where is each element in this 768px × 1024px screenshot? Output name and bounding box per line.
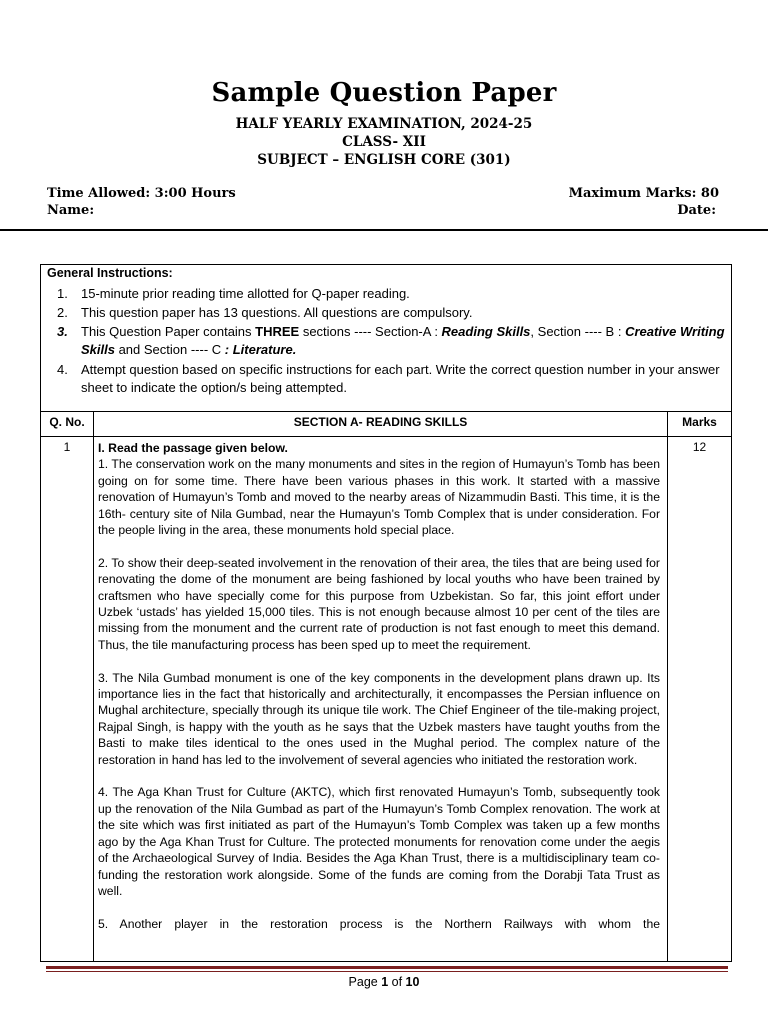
header-row-divider (41, 436, 731, 437)
column-divider (667, 412, 668, 961)
question-table (40, 412, 732, 962)
instructions-heading: General Instructions: (47, 266, 173, 280)
instruction-item (57, 323, 725, 361)
subject-label: SUBJECT – ENGLISH CORE (301) (257, 152, 511, 168)
exam-name: HALF YEARLY EXAMINATION, 2024-25 (235, 116, 533, 132)
section-column-header: SECTION A- READING SKILLS (293, 415, 468, 429)
passage-heading: I. Read the passage given below. (98, 441, 288, 455)
passage-paragraph: 3. The Nila Gumbad monument is one of the key components in the development plans drawn up. Its importance lies in the fact that historically and architecturally, it encompasses the Persian influence on Mughal architecture, specially through its unique tile work. The Chief Engineer of the tile-making project, Rajpal Singh, is happy with the youth as he says that the Uzbek masters have taught youths from the Basti to make tiles identical to the ones used in the Mughal period. The complex nature of the restoration in hand has led to the involvement of several agencies who initiated the restoration work. (98, 670, 660, 767)
marks-column-header: Marks (682, 415, 717, 429)
instruction-text: Attempt question based on specific instructions for each part. Write the correct question number in your answer sheet to indicate the option/s being attempted. (81, 362, 720, 395)
question-marks: 12 (692, 440, 707, 454)
maximum-marks: Maximum Marks: 80 (568, 186, 719, 201)
instruction-number: 1. (57, 286, 68, 301)
passage-paragraph: 4. The Aga Khan Trust for Culture (AKTC), which first renovated Humayun’s Tomb, subsequently took up the renovation of the Nila Gumbad as part of the Humayun’s Tomb Complex renovation. The work at the site which was first initiated as part of the Humayun’s Tomb Complex was taken up a few months ago by the Aga Khan Trust for Culture. The protected monuments for renovation come under the aegis of the Archaeological Survey of India. Besides the Aga Khan Trust, there is a multidisciplinary team co-funding the restoration work alongside. Some of the funds are coming from the Dorabji Tata Trust as well. (98, 785, 660, 898)
passage-paragraph: 2. To show their deep-seated involvement in the renovation of their area, the tiles that are being used for renovating the dome of the monument are being fashioned by local youths who have been trained by craftsmen who have specially come for this purpose from Uzbekistan. So far, this joint effort under Uzbek ‘ustads’ has yielded 15,000 tiles. This is not enough because almost 10 per cent of the tiles are missing from the monument and the current rate of production is not fast enough to meet this demand. Thus, the tile manufacturing process has been sped up to meet the requirement. (98, 555, 660, 652)
class-label: CLASS- XII (342, 134, 426, 150)
instruction-text: 15-minute prior reading time allotted for Q-paper reading. (81, 286, 410, 301)
column-divider (93, 412, 94, 961)
date-label: Date: (677, 203, 716, 218)
time-allowed: Time Allowed: 3:00 Hours (47, 186, 236, 201)
instruction-text: This question paper has 13 questions. All questions are compulsory. (81, 305, 473, 320)
footer-rule (46, 966, 728, 969)
qno-column-header: Q. No. (49, 415, 85, 429)
name-label: Name: (47, 203, 95, 218)
footer-rule (46, 971, 728, 972)
instruction-number: 2. (57, 305, 68, 320)
reading-passage (98, 440, 660, 949)
instruction-number: 3. (57, 324, 68, 339)
passage-paragraph: 5. Another player in the restoration process is the Northern Railways with whom the (98, 916, 660, 931)
paper-title: Sample Question Paper (211, 78, 557, 108)
general-instructions-box (40, 264, 732, 412)
instruction-number: 4. (57, 362, 68, 377)
question-number: 1 (63, 440, 71, 454)
page-indicator: Page 1 of 10 (348, 975, 420, 989)
instruction-item (57, 361, 725, 399)
header-divider (0, 229, 768, 231)
passage-paragraph: 1. The conservation work on the many monuments and sites in the region of Humayun’s Tomb has been going on for some time. There have been various phases in this work. It started with a massive renovation of Humayun’s Tomb and moved to the nearby areas of Nizammudin Basti. This time, it is the 16th- century site of Nila Gumbad, near the Humayun’s Tomb Complex that is under consideration. For the people living in the area, these monuments hold special place. (98, 457, 660, 538)
instruction-text: This Question Paper contains THREE sections ---- Section-A : Reading Skills, Section ---- B : Creative Writing Skills and Section ---- C : Literature. (81, 324, 725, 357)
